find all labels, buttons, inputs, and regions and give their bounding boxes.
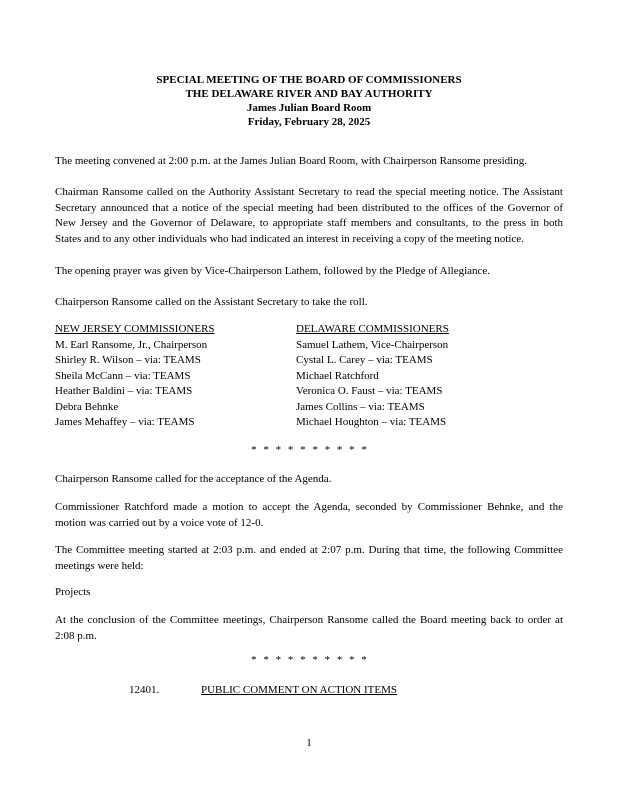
paragraph-agenda-call: Chairperson Ransome called for the acceptance of the Agenda. [55,473,332,485]
section-separator: * * * * * * * * * * [251,444,367,456]
de-commissioner: Michael Ratchford [296,369,379,382]
paragraph-notice: Chairman Ransome called on the Authority Assistant Secretary to read the special meeting notice. The Assistant Secretary announced that a notice of the special meeting had been distributed to the offices of the Governor of New Jersey and the Governor of Delaware, to appropriate staff members and consultants, to the press in both States and to any other individuals who had indicated an interest in receiving a copy of the meeting notice. [55,186,563,245]
de-commissioner: Samuel Lathem, Vice-Chairperson [296,338,449,351]
section-separator: * * * * * * * * * * [251,654,367,666]
paragraph-agenda-motion: Commissioner Ratchford made a motion to accept the Agenda, seconded by Commissioner Behnke, and the motion was carried out by a voice vote of 12-0. [55,501,563,529]
title-line-2: THE DELAWARE RIVER AND BAY AUTHORITY [185,88,433,100]
paragraph-reconvene: At the conclusion of the Committee meetings, Chairperson Ransome called the Board meeting back to order at 2:08 p.m. [55,614,563,642]
agenda-item-number: 12401. [129,684,160,696]
paragraph-committee-times: The Committee meeting started at 2:03 p.m. and ended at 2:07 p.m. During that time, the following Committee meetings were held: [55,544,563,572]
de-commissioners-list [296,322,449,431]
nj-commissioner: Debra Behnke [55,400,119,413]
nj-commissioner: Heather Baldini – via: TEAMS [55,385,193,397]
paragraph-prayer: The opening prayer was given by Vice-Chairperson Lathem, followed by the Pledge of Allegiance. [55,265,491,277]
title-line-4: Friday, February 28, 2025 [247,116,371,128]
title-line-3: James Julian Board Room [246,102,372,114]
de-commissioner: James Collins – via: TEAMS [296,400,425,413]
nj-commissioner: Sheila McCann – via: TEAMS [55,369,191,382]
nj-heading: NEW JERSEY COMMISSIONERS [55,323,215,335]
paragraph-convened: The meeting convened at 2:00 p.m. at the James Julian Board Room, with Chairperson Ransome presiding. [55,155,527,167]
de-commissioner: Veronica O. Faust – via: TEAMS [296,385,443,397]
de-heading: DELAWARE COMMISSIONERS [296,323,449,335]
agenda-item-title: PUBLIC COMMENT ON ACTION ITEMS [201,684,397,696]
page-number: 1 [306,737,312,749]
de-commissioner: Cystal L. Carey – via: TEAMS [296,354,433,366]
paragraph-committee-list: Projects [55,586,91,598]
nj-commissioners-list [55,322,215,431]
nj-commissioner: Shirley R. Wilson – via: TEAMS [55,354,201,366]
de-commissioner: Michael Houghton – via: TEAMS [296,416,447,428]
nj-commissioner: James Mehaffey – via: TEAMS [55,416,195,428]
nj-commissioner: M. Earl Ransome, Jr., Chairperson [55,338,208,351]
paragraph-roll-call: Chairperson Ransome called on the Assistant Secretary to take the roll. [55,296,368,308]
title-line-1: SPECIAL MEETING OF THE BOARD OF COMMISSIONERS [156,74,462,86]
